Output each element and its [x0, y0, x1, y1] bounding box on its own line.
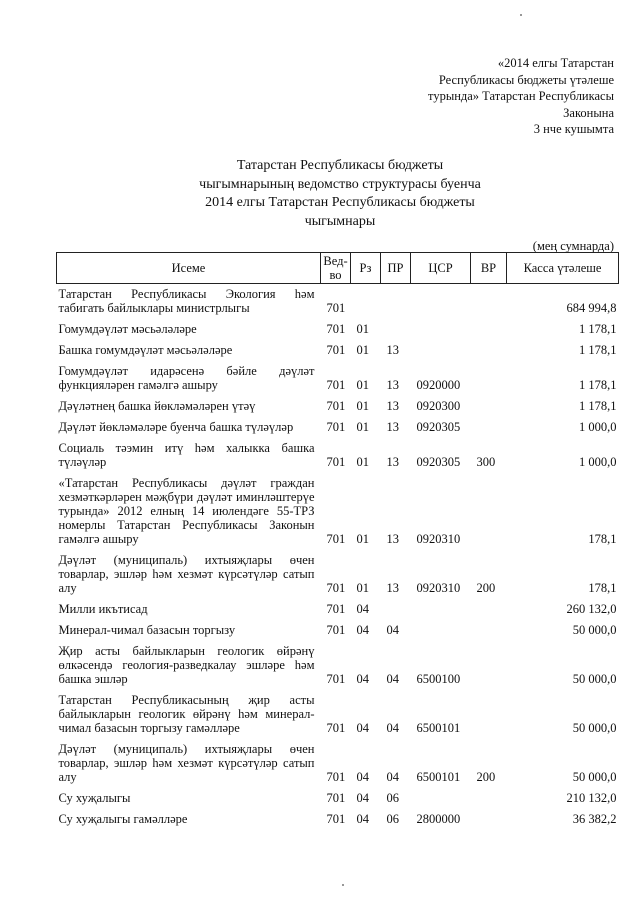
- cell-vr: 200: [476, 770, 496, 784]
- header-rz: Рз: [351, 253, 381, 284]
- cell-ved: 701: [326, 343, 346, 357]
- cell-sum: 210 132,0: [566, 791, 617, 805]
- cell-pr: 13: [386, 581, 399, 595]
- cell-sum: 1 000,0: [579, 455, 617, 469]
- cell-rz: 04: [356, 602, 369, 616]
- cell-ved: 701: [326, 791, 346, 805]
- cell-csr: [411, 284, 471, 320]
- title-line: 2014 елгы Татарстан Республикасы бюджеты: [205, 195, 475, 210]
- cell-csr: [411, 620, 471, 641]
- cell-rz: 01: [356, 581, 369, 595]
- cell-vr: [471, 690, 507, 739]
- cell-ved: 701: [326, 399, 346, 413]
- cell-csr: 6500101: [416, 721, 461, 735]
- header-ved: Вед-во: [321, 253, 351, 284]
- cell-name: Дәүләтнең башка йөкләмәләрен үтәү: [58, 399, 256, 413]
- cell-vr: 300: [476, 455, 496, 469]
- header-pr: ПР: [381, 253, 411, 284]
- cell-rz: 04: [356, 623, 369, 637]
- cell-name: Социаль тәэмин итү һәм халыкка башка түләүләр: [58, 441, 315, 469]
- cell-name: Милли икътисад: [58, 602, 148, 616]
- cell-vr: [471, 599, 507, 620]
- annex-line: Республикасы бюджеты үтәлеше: [438, 72, 614, 87]
- cell-name: «Татарстан Республикасы дәүләт граждан хезмәткәрләрен мәҗбүри дәүләт иминләштерүе турында» 2012 елның 14 июлендәге 55-ТРЗ номерлы Татарстан Республикасы Законын гамәлгә ашыру: [58, 476, 315, 546]
- cell-vr: [471, 361, 507, 396]
- cell-sum: 178,1: [588, 532, 617, 546]
- cell-csr: 6500100: [416, 672, 461, 686]
- budget-table: [56, 252, 619, 830]
- cell-csr: 2800000: [416, 812, 461, 826]
- document-title: [150, 157, 530, 231]
- table-row: [57, 690, 619, 739]
- cell-pr: 13: [386, 532, 399, 546]
- cell-csr: [411, 599, 471, 620]
- cell-sum: 178,1: [588, 581, 617, 595]
- table-row: [57, 599, 619, 620]
- table-row: [57, 641, 619, 690]
- cell-ved: 701: [326, 770, 346, 784]
- cell-rz: 04: [356, 721, 369, 735]
- cell-ved: 701: [326, 455, 346, 469]
- cell-pr: [381, 284, 411, 320]
- table-row: [57, 340, 619, 361]
- table-row: [57, 739, 619, 788]
- cell-ved: 701: [326, 721, 346, 735]
- cell-csr: 0920310: [416, 581, 461, 595]
- cell-pr: 13: [386, 343, 399, 357]
- cell-pr: 13: [386, 455, 399, 469]
- cell-ved: 701: [326, 812, 346, 826]
- table-row: [57, 473, 619, 550]
- cell-pr: 13: [386, 399, 399, 413]
- cell-pr: 04: [386, 672, 399, 686]
- cell-pr: [381, 319, 411, 340]
- cell-pr: 04: [386, 623, 399, 637]
- cell-rz: 04: [356, 791, 369, 805]
- cell-rz: 01: [356, 420, 369, 434]
- header-sum: Касса үтәлеше: [507, 253, 619, 284]
- cell-csr: 0920305: [416, 455, 461, 469]
- cell-sum: 1 178,1: [579, 399, 617, 413]
- scan-speck: [342, 884, 344, 886]
- title-line: чыгымнарының ведомство структурасы буенча: [199, 176, 481, 192]
- table-row: [57, 396, 619, 417]
- cell-vr: [471, 620, 507, 641]
- cell-csr: [411, 319, 471, 340]
- table-row: [57, 438, 619, 473]
- table-body: [57, 284, 619, 831]
- table-row: [57, 788, 619, 809]
- cell-name: Гомумдәүләт мәсьәләләре: [58, 322, 197, 336]
- cell-name: Дәүләт (муниципаль) ихтыяҗлары өчен товарлар, эшләр һәм хезмәт күрсәтүләр сатып алу: [58, 742, 315, 784]
- cell-name: Җир асты байлыкларын геологик өйрәнү өлкәсендә геология-разведкалау эшләре һәм башка эшләр: [58, 644, 315, 686]
- cell-name: Су хуҗалыгы гамәлләре: [58, 812, 188, 826]
- cell-vr: [471, 641, 507, 690]
- cell-rz: 04: [356, 672, 369, 686]
- cell-ved: 701: [326, 623, 346, 637]
- cell-name: Гомумдәүләт идарәсенә бәйле дәүләт функцияләрен гамәлгә ашыру: [58, 364, 315, 392]
- cell-sum: 684 994,8: [566, 301, 617, 315]
- cell-sum: 36 382,2: [572, 812, 617, 826]
- cell-vr: [471, 319, 507, 340]
- annex-line: Законына: [563, 105, 614, 120]
- table-row: [57, 550, 619, 599]
- cell-sum: 1 000,0: [579, 420, 617, 434]
- cell-ved: 701: [326, 672, 346, 686]
- cell-vr: [471, 284, 507, 320]
- cell-ved: 701: [326, 420, 346, 434]
- cell-vr: [471, 473, 507, 550]
- table-row: [57, 361, 619, 396]
- cell-ved: 701: [326, 602, 346, 616]
- cell-rz: 01: [356, 532, 369, 546]
- cell-rz: 04: [356, 770, 369, 784]
- cell-ved: 701: [326, 322, 346, 336]
- annex-line: 3 нче кушымта: [533, 122, 614, 136]
- cell-csr: 6500101: [416, 770, 461, 784]
- cell-name: Су хуҗалыгы: [58, 791, 131, 805]
- cell-pr: 06: [386, 791, 399, 805]
- cell-csr: 0920000: [416, 378, 461, 392]
- cell-vr: [471, 396, 507, 417]
- cell-vr: [471, 417, 507, 438]
- cell-vr: [471, 809, 507, 830]
- table-row: [57, 319, 619, 340]
- cell-csr: 0920310: [416, 532, 461, 546]
- cell-rz: 01: [356, 322, 369, 336]
- cell-vr: 200: [476, 581, 496, 595]
- cell-csr: [411, 340, 471, 361]
- table-row: [57, 620, 619, 641]
- title-line: чыгымнары: [304, 213, 376, 229]
- annex-line: турында» Татарстан Республикасы: [428, 89, 614, 103]
- cell-csr: 0920305: [416, 420, 461, 434]
- cell-csr: 0920300: [416, 399, 461, 413]
- cell-ved: 701: [326, 378, 346, 392]
- cell-ved: 701: [326, 301, 346, 315]
- cell-sum: 50 000,0: [572, 721, 617, 735]
- cell-pr: 13: [386, 420, 399, 434]
- cell-pr: 06: [386, 812, 399, 826]
- table-row: [57, 809, 619, 830]
- cell-rz: 01: [356, 399, 369, 413]
- header-name: Исеме: [57, 253, 321, 284]
- cell-sum: 1 178,1: [579, 322, 617, 336]
- cell-csr: [411, 788, 471, 809]
- title-line: Татарстан Республикасы бюджеты: [236, 158, 444, 173]
- cell-rz: 01: [356, 378, 369, 392]
- cell-sum: 1 178,1: [579, 378, 617, 392]
- annex-reference: [374, 55, 614, 138]
- cell-rz: [351, 284, 381, 320]
- cell-name: Татарстан Республикасының җир асты байлыкларын геологик өйрәнү һәм минерал-чимал базасын торгызу гамәлләре: [58, 693, 315, 735]
- unit-note: (мең сумнарда): [532, 239, 614, 253]
- cell-ved: 701: [326, 532, 346, 546]
- cell-pr: 04: [386, 721, 399, 735]
- cell-name: Татарстан Республикасы Экология һәм табигать байлыклары министрлыгы: [58, 287, 315, 315]
- table-header-row: [57, 253, 619, 284]
- cell-sum: 50 000,0: [572, 672, 617, 686]
- cell-pr: 13: [386, 378, 399, 392]
- scan-speck: [520, 14, 522, 16]
- cell-ved: 701: [326, 581, 346, 595]
- header-vr: ВР: [471, 253, 507, 284]
- cell-name: Минерал-чимал базасын торгызу: [58, 623, 236, 637]
- table-row: [57, 284, 619, 320]
- cell-name: Дәүләт йөкләмәләре буенча башка түләүләр: [58, 420, 294, 434]
- annex-line: «2014 елгы Татарстан: [497, 56, 614, 70]
- cell-sum: 260 132,0: [566, 602, 617, 616]
- cell-pr: [381, 599, 411, 620]
- cell-sum: 50 000,0: [572, 623, 617, 637]
- table-row: [57, 417, 619, 438]
- cell-sum: 1 178,1: [579, 343, 617, 357]
- cell-sum: 50 000,0: [572, 770, 617, 784]
- cell-rz: 01: [356, 455, 369, 469]
- cell-rz: 04: [356, 812, 369, 826]
- header-csr: ЦСР: [411, 253, 471, 284]
- cell-pr: 04: [386, 770, 399, 784]
- cell-vr: [471, 788, 507, 809]
- cell-name: Дәүләт (муниципаль) ихтыяҗлары өчен товарлар, эшләр һәм хезмәт күрсәтүләр сатып алу: [58, 553, 315, 595]
- cell-rz: 01: [356, 343, 369, 357]
- cell-vr: [471, 340, 507, 361]
- cell-name: Башка гомумдәүләт мәсьәләләре: [58, 343, 233, 357]
